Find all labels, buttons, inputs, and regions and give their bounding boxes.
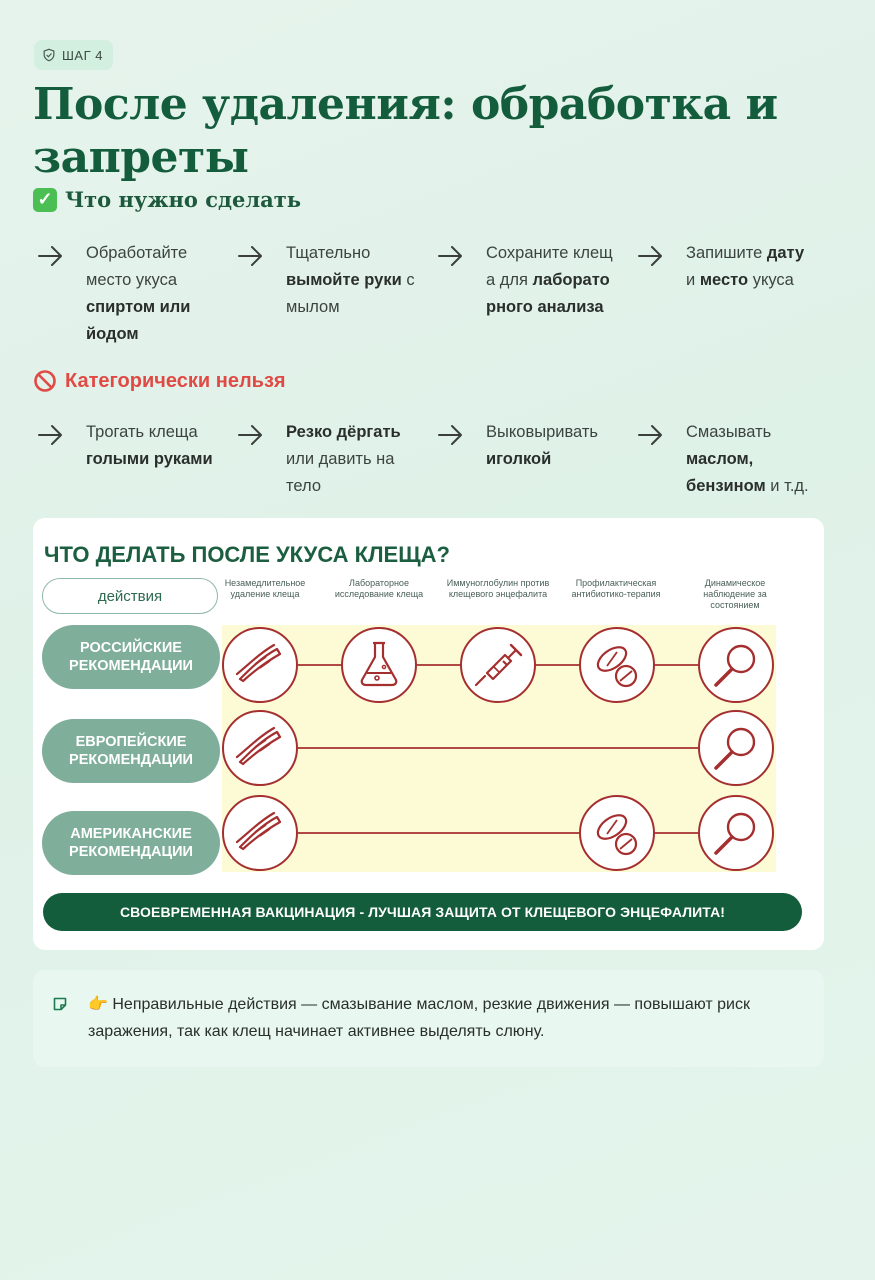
row-label-american: АМЕРИКАНСКИЕ РЕКОМЕНДАЦИИ: [42, 811, 220, 875]
do-step-text: Сохраните клеща для лабораторного анализа: [486, 244, 613, 316]
do-step-text: Тщательно вымойте руки с мылом: [286, 244, 415, 316]
step-badge-label: ШАГ 4: [62, 47, 103, 63]
magnifier-icon: [699, 796, 773, 870]
note-icon: [52, 996, 68, 1012]
row-label-russian: РОССИЙСКИЕ РЕКОМЕНДАЦИИ: [42, 625, 220, 689]
magnifier-icon: [699, 628, 773, 702]
column-header: Динамическое наблюдение за состоянием: [703, 578, 767, 610]
tweezers-icon: [223, 796, 297, 870]
dont-step-text: Резко дёргать или давить на тело: [286, 423, 401, 495]
do-step-text: Запишите дату и место укуса: [686, 244, 805, 289]
pointing-hand-icon: 👉: [88, 996, 108, 1013]
dont-heading-text: Категорически нельзя: [65, 369, 286, 392]
column-header: Профилактическая антибиотико-терапия: [571, 578, 661, 599]
actions-pill: действия: [42, 578, 218, 614]
magnifier-icon: [699, 711, 773, 785]
pills-icon: [580, 796, 654, 870]
infographic-title: ЧТО ДЕЛАТЬ ПОСЛЕ УКУСА КЛЕЩА?: [44, 542, 450, 567]
do-heading-text: Что нужно сделать: [65, 187, 302, 212]
flask-icon: [342, 628, 416, 702]
note-text: 👉 Неправильные действия — смазывание маслом, резкие движения — повышают риск заражения, так как клещ начинает активнее выделять слюну.: [88, 996, 750, 1040]
row-label-european: ЕВРОПЕЙСКИЕ РЕКОМЕНДАЦИИ: [42, 719, 220, 783]
column-header: Иммуноглобулин против клещевого энцефалита: [446, 578, 550, 599]
pills-icon: [580, 628, 654, 702]
tweezers-icon: [223, 711, 297, 785]
check-mark-icon: ✓: [33, 188, 57, 212]
dont-step-text: Смазывать маслом, бензином и т.д.: [686, 423, 809, 495]
dont-step-text: Трогать клеща голыми руками: [86, 423, 213, 468]
tweezers-icon: [223, 628, 297, 702]
column-header: Лабораторное исследование клеща: [334, 578, 424, 599]
dont-step-text: Выковыривать иголкой: [486, 423, 599, 468]
do-step-text: Обработайте место укуса спиртом или йодом: [86, 244, 191, 343]
syringe-icon: [461, 628, 535, 702]
vaccination-banner: СВОЕВРЕМЕННАЯ ВАКЦИНАЦИЯ - ЛУЧШАЯ ЗАЩИТА ОТ КЛЕЩЕВОГО ЭНЦЕФАЛИТА!: [43, 893, 802, 931]
column-header: Незамедлительное удаление клеща: [224, 578, 306, 599]
page-title: После удаления: обработка и запреты: [33, 79, 778, 183]
